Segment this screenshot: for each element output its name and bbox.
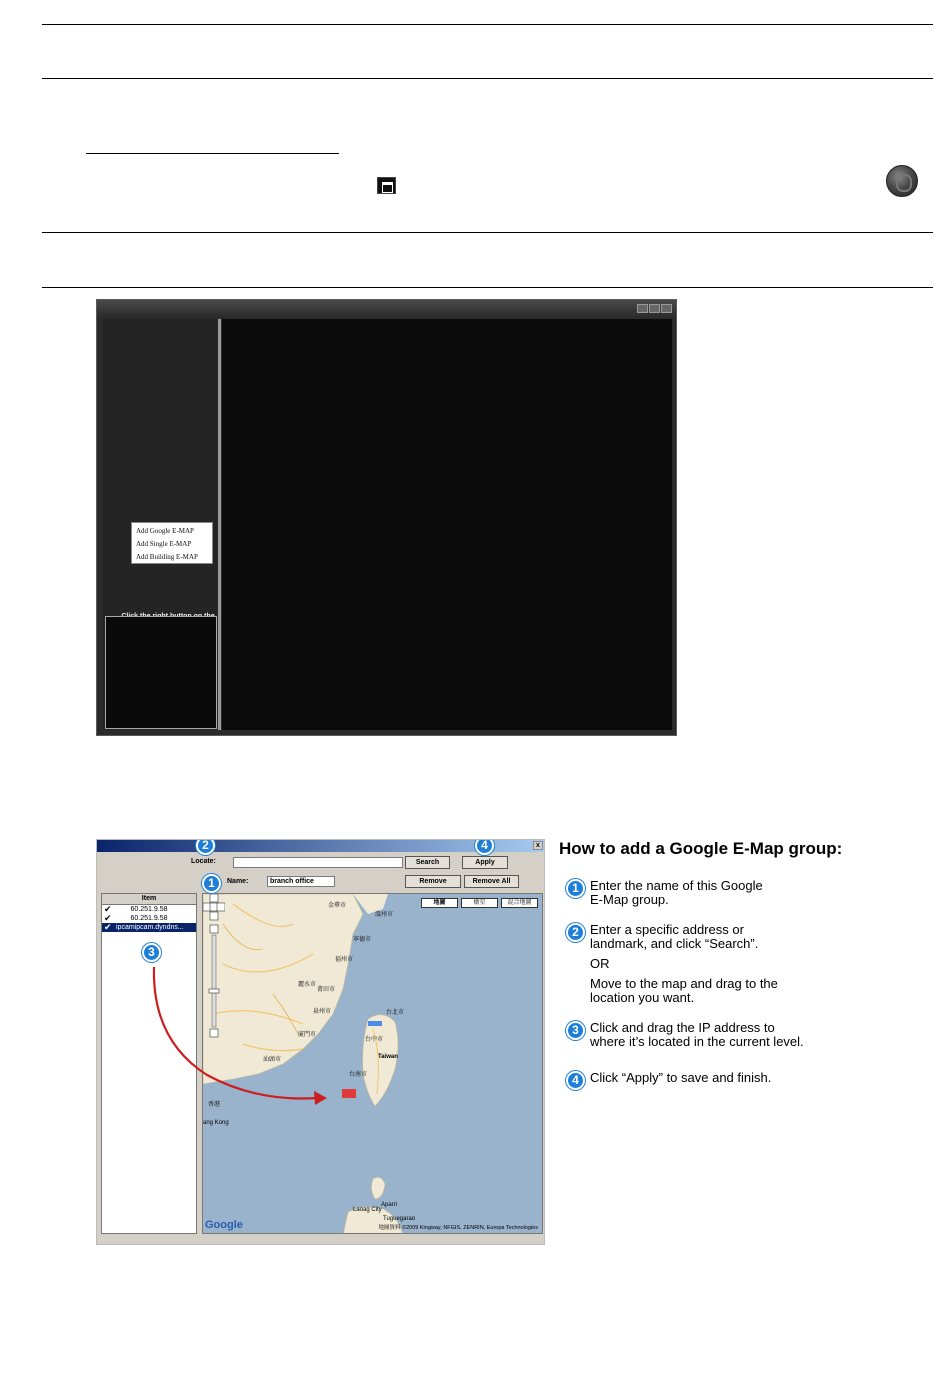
step-line: Click “Apply” to save and finish. xyxy=(590,1070,772,1085)
emap-preview-pane xyxy=(105,616,217,729)
locate-input[interactable] xyxy=(233,857,403,868)
list-item-label: ipcamipcam.dyndns... xyxy=(116,924,184,931)
check-icon: ✔ xyxy=(104,904,112,914)
name-input[interactable]: branch office xyxy=(267,876,335,887)
maximize-icon[interactable] xyxy=(649,304,660,313)
step-text xyxy=(590,977,855,1005)
close-icon[interactable] xyxy=(661,304,672,313)
minimize-icon[interactable] xyxy=(637,304,648,313)
step-line: Enter a specific address or xyxy=(590,922,744,937)
map-label: 台南市 xyxy=(349,1072,368,1078)
step-text xyxy=(590,923,855,951)
apply-button[interactable]: Apply xyxy=(462,856,508,869)
step-badge-1: 1 xyxy=(566,879,585,898)
window-controls xyxy=(637,304,672,313)
map-label: 泉州市 xyxy=(313,1009,332,1015)
map-type-bar xyxy=(421,898,538,908)
search-button[interactable]: Search xyxy=(405,856,450,869)
step-text xyxy=(590,957,855,971)
step-text xyxy=(590,1071,855,1085)
step-line: where it’s located in the current level. xyxy=(590,1034,804,1049)
map-canvas xyxy=(203,894,543,1234)
locate-label: Locate: xyxy=(191,858,216,865)
map-label: 寧德市 xyxy=(353,937,372,943)
check-icon: ✔ xyxy=(104,913,112,923)
menu-item-add-building-emap[interactable]: Add Building E-MAP xyxy=(136,553,198,561)
list-item[interactable] xyxy=(102,905,196,914)
emap-display-area[interactable] xyxy=(222,319,672,730)
divider-rule-short xyxy=(86,153,339,154)
map-label: Tuguegarao xyxy=(383,1216,416,1222)
divider-rule-2 xyxy=(42,78,933,79)
remove-all-button[interactable]: Remove All xyxy=(464,875,519,888)
step-line: E-Map group. xyxy=(590,892,669,907)
step-text xyxy=(590,1021,855,1049)
name-label: Name: xyxy=(227,878,249,885)
map-label: Aparri xyxy=(381,1202,398,1208)
map-copyright: 地圖資料 ©2009 Kingway, NFGIS, ZENRIN, Europa Technologies xyxy=(378,1225,538,1231)
menu-item-add-google-emap[interactable]: Add Google E-MAP xyxy=(136,527,194,535)
map-label: 台中市 xyxy=(365,1037,384,1043)
step-line: location you want. xyxy=(590,990,695,1005)
zoom-control[interactable] xyxy=(203,894,225,1044)
map-label: 莆田市 xyxy=(317,987,336,993)
map-type-satellite[interactable]: 衛星 xyxy=(461,898,498,908)
map-label: 台北市 xyxy=(386,1010,405,1016)
map-label: 金華市 xyxy=(328,903,347,909)
step-badge-4: 4 xyxy=(475,839,494,855)
check-icon: ✔ xyxy=(104,922,112,932)
panel-splitter[interactable] xyxy=(218,319,221,730)
emap-knob-icon xyxy=(886,165,918,197)
map-label: 汕頭市 xyxy=(263,1057,282,1063)
list-item-label: 60.251.9.58 xyxy=(130,915,168,922)
step-badge-3: 3 xyxy=(142,943,161,962)
close-button[interactable]: x xyxy=(533,841,543,850)
google-logo: Google xyxy=(205,1219,243,1231)
list-item-label: 60.251.9.58 xyxy=(130,906,168,913)
map-label: 溫州市 xyxy=(375,912,394,918)
list-item[interactable] xyxy=(102,914,196,923)
step-badge-4: 4 xyxy=(566,1071,585,1090)
divider-rule-4 xyxy=(42,287,933,288)
list-item-selected[interactable] xyxy=(102,923,196,932)
step-line: Enter the name of this Google xyxy=(590,878,763,893)
divider-rule-3 xyxy=(42,232,933,233)
list-header: Item xyxy=(102,894,196,905)
howto-title: How to add a Google E-Map group: xyxy=(559,839,843,858)
map-label: Taiwan xyxy=(378,1054,398,1060)
google-emap-dialog xyxy=(96,839,545,1245)
window-mode-icon xyxy=(377,177,396,194)
emap-titlebar xyxy=(97,300,676,317)
context-menu xyxy=(131,522,213,564)
google-map[interactable] xyxy=(202,893,543,1234)
emap-window xyxy=(96,299,677,736)
map-label: Laoag City xyxy=(353,1207,382,1213)
step-badge-1: 1 xyxy=(202,874,221,893)
remove-button[interactable]: Remove xyxy=(405,875,461,888)
divider-rule-1 xyxy=(42,24,933,25)
map-label: 福州市 xyxy=(335,957,354,963)
map-type-hybrid[interactable]: 混合地圖 xyxy=(501,898,538,908)
step-line: Move to the map and drag to the xyxy=(590,976,778,991)
map-label: 香港 xyxy=(208,1102,221,1108)
menu-item-add-single-emap[interactable]: Add Single E-MAP xyxy=(136,540,192,548)
step-line: Click and drag the IP address to xyxy=(590,1020,775,1035)
step-text xyxy=(590,879,855,907)
step-line: OR xyxy=(590,956,610,971)
map-type-map[interactable]: 地圖 xyxy=(421,898,458,908)
step-badge-2: 2 xyxy=(196,839,215,855)
step-line: landmark, and click “Search”. xyxy=(590,936,759,951)
map-label: 麗水市 xyxy=(298,982,317,988)
step-badge-3: 3 xyxy=(566,1021,585,1040)
step-badge-2: 2 xyxy=(566,923,585,942)
map-label: 廈門市 xyxy=(298,1032,317,1038)
map-label: ang Kong xyxy=(203,1120,229,1126)
